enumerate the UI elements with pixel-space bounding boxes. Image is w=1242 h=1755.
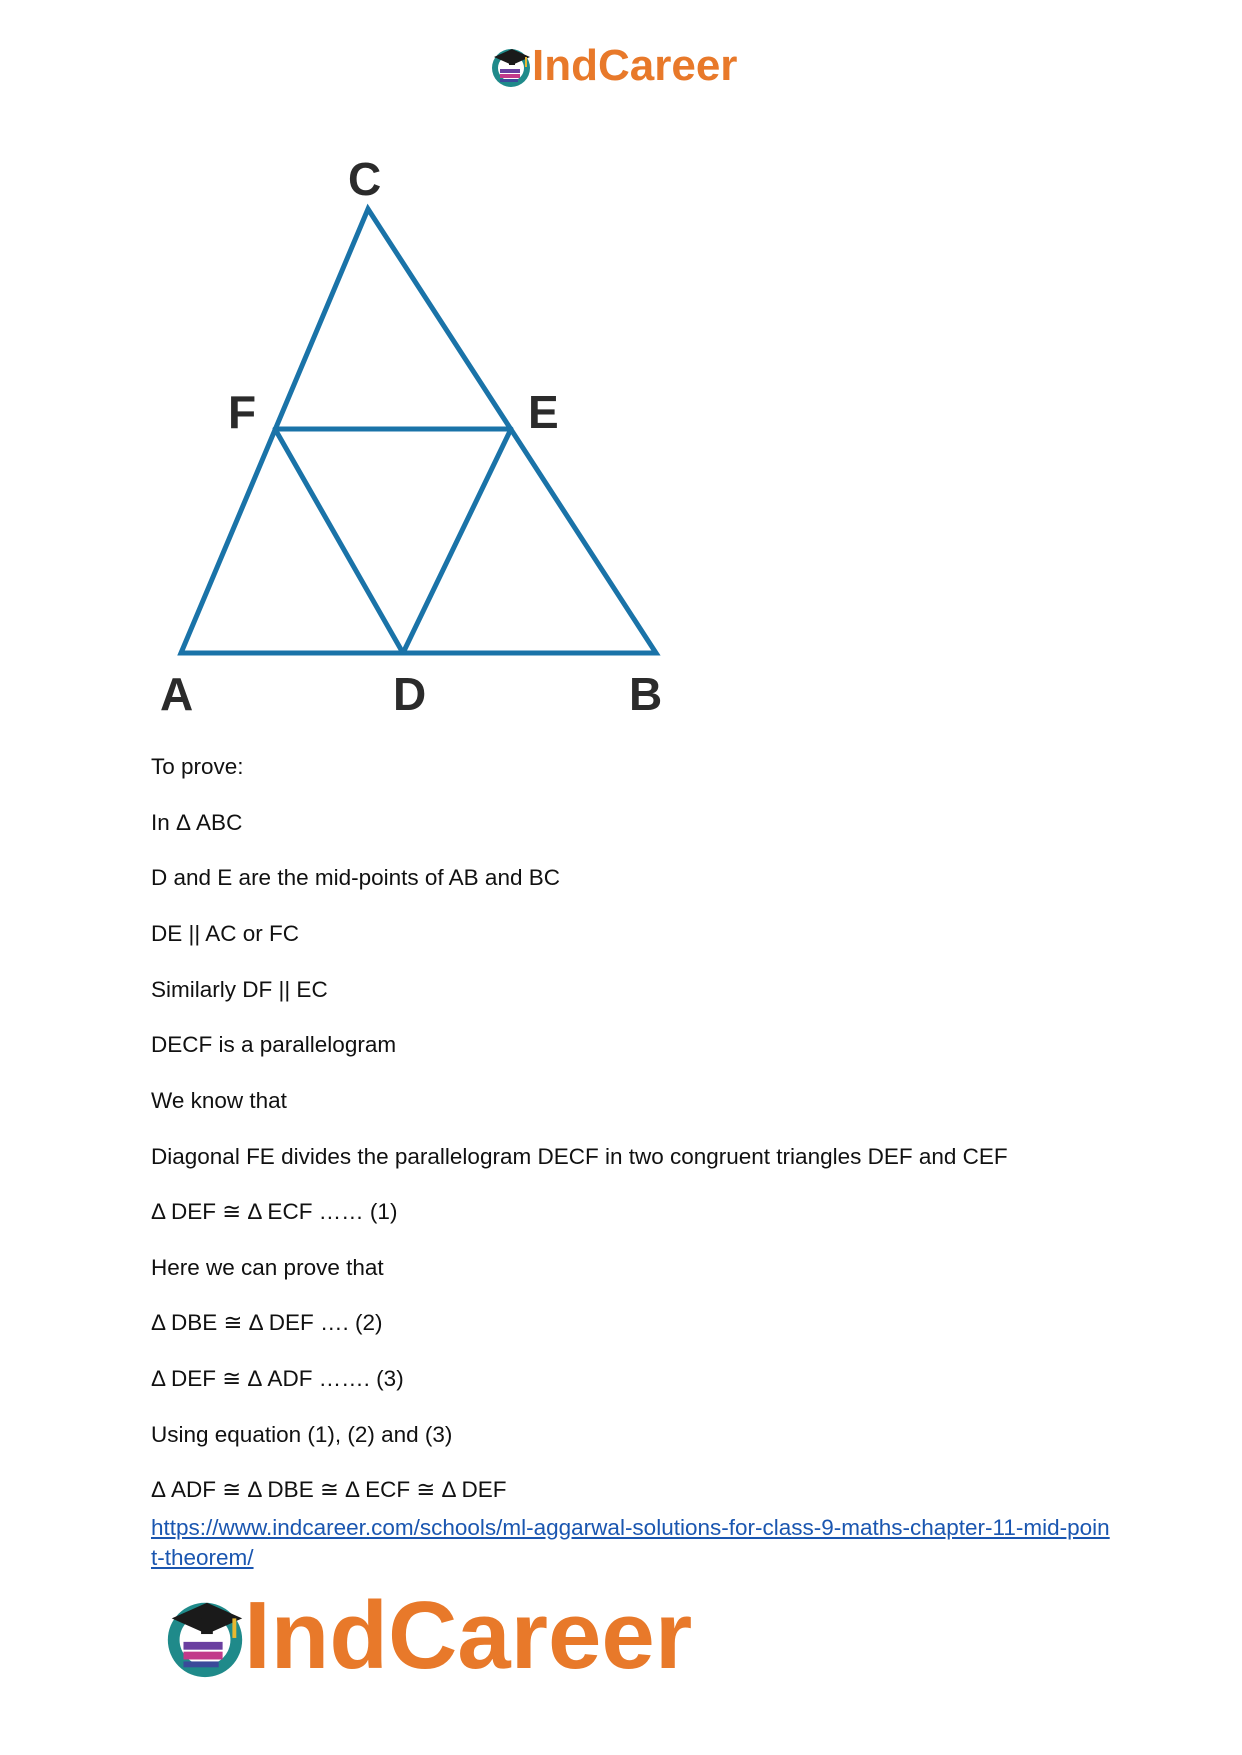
vertex-label-d: D	[393, 668, 427, 720]
text-line: D and E are the mid-points of AB and BC	[151, 865, 560, 890]
graduation-cap-icon	[160, 1591, 250, 1681]
vertex-label-b: B	[629, 668, 663, 720]
text-line: We know that	[151, 1088, 287, 1113]
text-line: In Δ ABC	[151, 810, 243, 835]
text-line: Similarly DF || EC	[151, 977, 328, 1002]
segment-fd	[275, 429, 403, 653]
graduation-cap-icon	[488, 43, 534, 89]
text-line: To prove:	[151, 754, 244, 779]
triangle-figure	[150, 150, 680, 720]
segment-ed	[403, 429, 511, 653]
footer-logo-text: IndCareer	[244, 1582, 693, 1689]
vertex-label-e: E	[528, 386, 559, 438]
header-logo	[488, 40, 737, 92]
header-logo-text: IndCareer	[532, 41, 738, 90]
text-line: Here we can prove that	[151, 1255, 384, 1280]
text-line: Δ DEF ≅ Δ ADF ……. (3)	[151, 1366, 404, 1391]
text-line: Δ DBE ≅ Δ DEF …. (2)	[151, 1310, 383, 1335]
source-link[interactable]: https://www.indcareer.com/schools/ml-aggarwal-solutions-for-class-9-maths-chapter-11-mid-point-theorem/	[151, 1515, 1110, 1570]
text-line: Diagonal FE divides the parallelogram DECF in two congruent triangles DEF and CEF	[151, 1144, 1008, 1169]
vertex-label-f: F	[228, 386, 257, 438]
text-line: Using equation (1), (2) and (3)	[151, 1422, 453, 1447]
text-line: Δ ADF ≅ Δ DBE ≅ Δ ECF ≅ Δ DEF	[151, 1477, 507, 1502]
footer-logo	[160, 1580, 692, 1692]
vertex-label-a: A	[160, 668, 194, 720]
text-line: DECF is a parallelogram	[151, 1032, 397, 1057]
text-line: Δ DEF ≅ Δ ECF …… (1)	[151, 1199, 398, 1224]
vertex-label-c: C	[348, 153, 382, 205]
text-line: DE || AC or FC	[151, 921, 299, 946]
